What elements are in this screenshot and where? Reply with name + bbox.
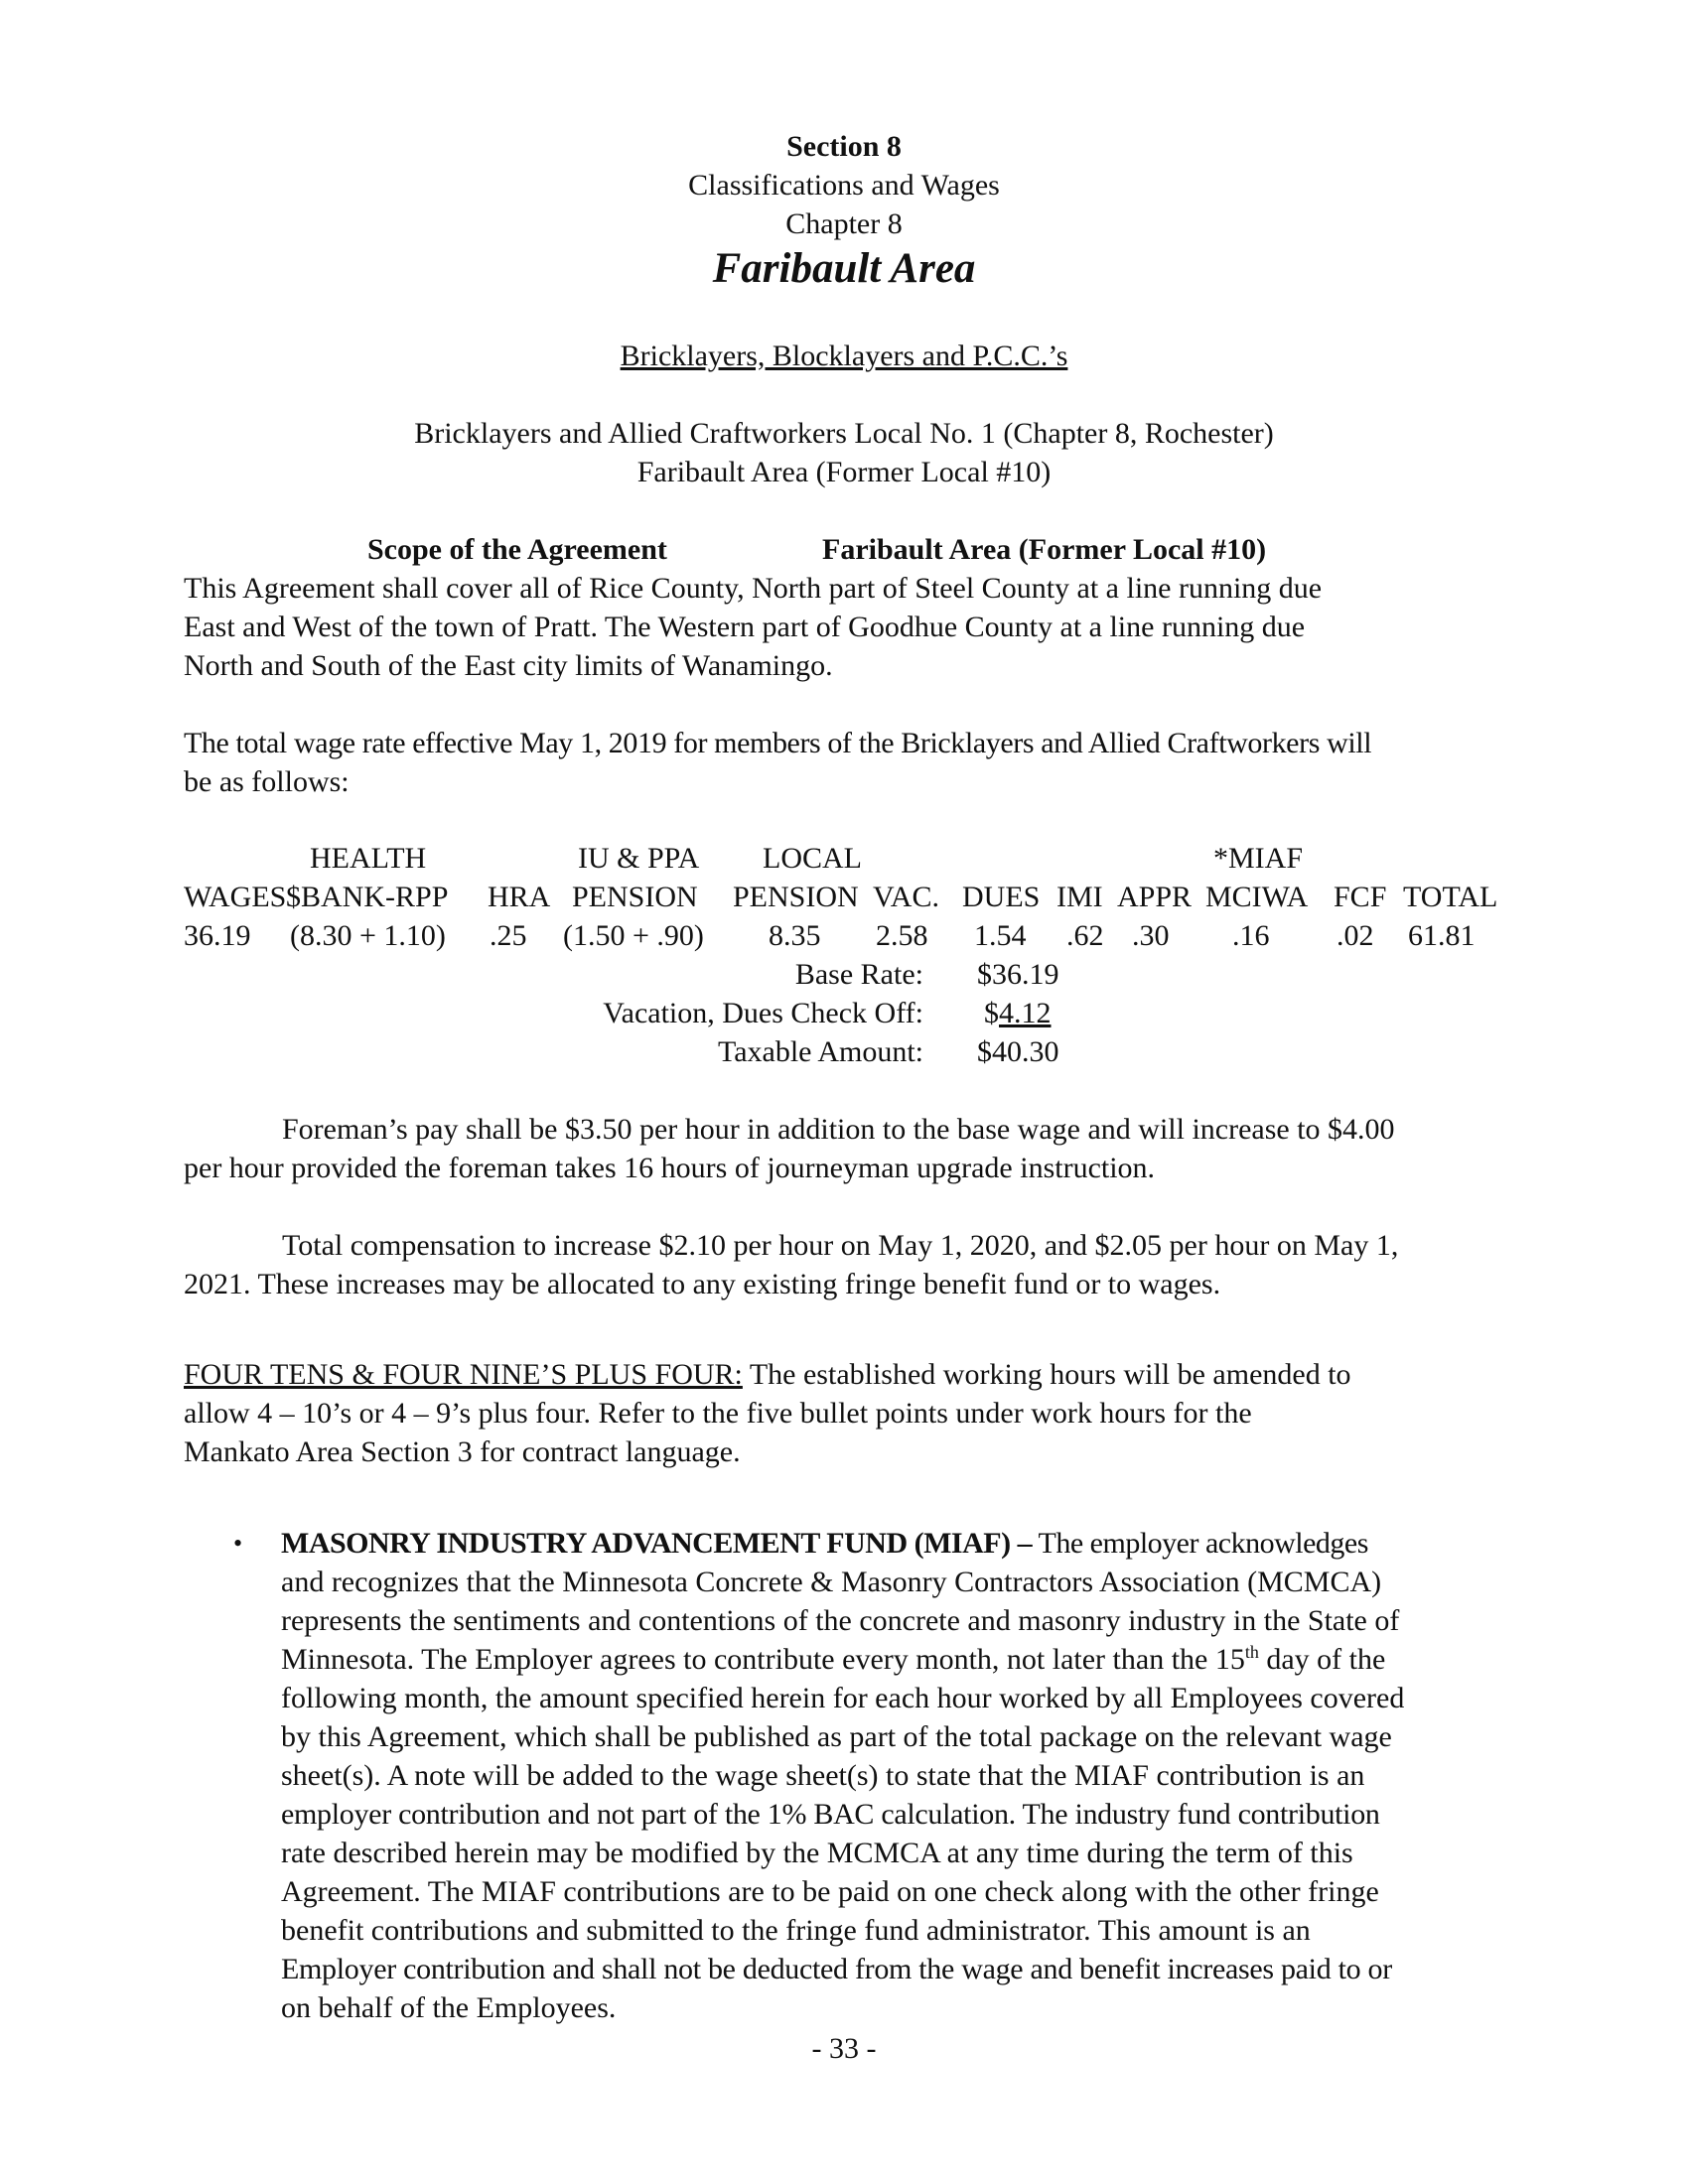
value-appr: .30	[1132, 919, 1170, 952]
miaf-line: benefit contributions and submitted to the fringe fund administrator. This amount is an	[281, 1914, 1311, 1947]
scope-line: East and West of the town of Pratt. The Western part of Goodhue County at a line running due	[184, 611, 1306, 643]
miaf-line: sheet(s). A note will be added to the wage sheet(s) to state that the MIAF contribution is an	[281, 1759, 1365, 1792]
chapter-label: Chapter 8	[785, 207, 903, 240]
taxable-amount-value: $40.30	[977, 1035, 1059, 1068]
value-health: (8.30 + 1.10)	[290, 919, 446, 952]
col-header-pension: PENSION	[572, 881, 698, 913]
miaf-line: by this Agreement, which shall be published as part of the total package on the relevant wage	[281, 1720, 1392, 1753]
miaf-text: day of the	[1258, 1643, 1386, 1676]
col-header-total: TOTAL	[1403, 881, 1498, 913]
vacation-dues-amount: 4.12	[999, 997, 1052, 1029]
four-tens-line: Mankato Area Section 3 for contract language.	[184, 1435, 741, 1468]
local-line-1: Bricklayers and Allied Craftworkers Local No. 1 (Chapter 8, Rochester)	[414, 417, 1274, 450]
col-header-vac: VAC.	[873, 881, 939, 913]
col-header-fcf: FCF	[1334, 881, 1387, 913]
local-line-2: Faribault Area (Former Local #10)	[636, 456, 1052, 488]
taxable-amount-label: Taxable Amount:	[717, 1035, 923, 1068]
scope-area: Faribault Area (Former Local #10)	[822, 533, 1267, 566]
value-total: 61.81	[1408, 919, 1476, 952]
col-header-hbank: $BANK-RPP	[286, 881, 449, 913]
craft-heading: Bricklayers, Blocklayers and P.C.C.’s	[620, 340, 1068, 372]
currency-symbol: $	[984, 997, 999, 1029]
section-subtitle: Classifications and Wages	[688, 169, 1000, 202]
col-header-local: LOCAL	[763, 842, 862, 875]
col-header-dues: DUES	[962, 881, 1041, 913]
col-header-appr: APPR	[1117, 881, 1193, 913]
miaf-line: following month, the amount specified herein for each hour worked by all Employees covered	[281, 1682, 1405, 1714]
value-vac: 2.58	[876, 919, 928, 952]
miaf-line	[281, 1640, 1385, 1679]
wage-intro-line: be as follows:	[184, 765, 350, 798]
miaf-line	[281, 1524, 1504, 1563]
col-header-health: HEALTH	[310, 842, 427, 875]
wage-intro-line: The total wage rate effective May 1, 2019 for members of the Bricklayers and Allied Craftworkers will	[184, 727, 1372, 759]
bullet-icon: •	[233, 1529, 243, 1558]
col-header-local-pension: PENSION	[733, 881, 859, 913]
foreman-line: per hour provided the foreman takes 16 hours of journeyman upgrade instruction.	[184, 1152, 1156, 1184]
col-header-iu-ppa: IU & PPA	[578, 842, 700, 875]
col-header-imi: IMI	[1056, 881, 1103, 913]
miaf-line: employer contribution and not part of the 1% BAC calculation. The industry fund contribution	[281, 1798, 1380, 1831]
increase-line: Total compensation to increase $2.10 per hour on May 1, 2020, and $2.05 per hour on May 1,	[282, 1229, 1399, 1262]
scope-line: North and South of the East city limits of Wanamingo.	[184, 649, 833, 682]
col-header-wages: WAGES	[184, 881, 287, 913]
section-number: Section 8	[786, 130, 902, 163]
page-title: Faribault Area	[712, 245, 976, 292]
col-header-miaf: *MIAF	[1213, 842, 1304, 875]
page-number: - 33 -	[811, 2032, 877, 2065]
miaf-text: Minnesota. The Employer agrees to contribute every month, not later than the 15	[281, 1643, 1245, 1676]
miaf-line: Employer contribution and shall not be deducted from the wage and benefit increases paid to or	[281, 1953, 1392, 1985]
col-header-hra: HRA	[488, 881, 551, 913]
vacation-dues-label: Vacation, Dues Check Off:	[603, 997, 923, 1029]
value-local-pension: 8.35	[769, 919, 821, 952]
value-mciwa: .16	[1232, 919, 1270, 952]
value-dues: 1.54	[974, 919, 1027, 952]
value-hra: .25	[490, 919, 527, 952]
miaf-line: represents the sentiments and contentions of the concrete and masonry industry in the State of	[281, 1604, 1400, 1637]
scope-label: Scope of the Agreement	[367, 533, 667, 566]
foreman-line: Foreman’s pay shall be $3.50 per hour in addition to the base wage and will increase to $4.00	[282, 1113, 1395, 1146]
miaf-line: Agreement. The MIAF contributions are to be paid on one check along with the other fringe	[281, 1875, 1379, 1908]
scope-line: This Agreement shall cover all of Rice County, North part of Steel County at a line running due	[184, 572, 1323, 605]
value-wages: 36.19	[184, 919, 251, 952]
miaf-text: The employer acknowledges	[1032, 1527, 1368, 1560]
miaf-label: MASONRY INDUSTRY ADVANCEMENT FUND (MIAF) –	[281, 1527, 1033, 1560]
four-tens-label: FOUR TENS & FOUR NINE’S PLUS FOUR:	[184, 1358, 743, 1391]
base-rate-value: $36.19	[977, 958, 1059, 991]
value-pension: (1.50 + .90)	[563, 919, 704, 952]
four-tens-text: The established working hours will be amended to	[742, 1358, 1351, 1391]
increase-line: 2021. These increases may be allocated to any existing fringe benefit fund or to wages.	[184, 1268, 1221, 1300]
vacation-dues-value	[984, 994, 1052, 1032]
ordinal-suffix: th	[1244, 1642, 1259, 1662]
base-rate-label: Base Rate:	[794, 958, 923, 991]
col-header-mciwa: MCIWA	[1205, 881, 1309, 913]
four-tens-line: allow 4 – 10’s or 4 – 9’s plus four. Refer to the five bullet points under work hours for the	[184, 1397, 1252, 1430]
miaf-line: rate described herein may be modified by the MCMCA at any time during the term of this	[281, 1837, 1353, 1869]
value-fcf: .02	[1336, 919, 1374, 952]
wage-table-header	[184, 878, 1504, 916]
miaf-line: and recognizes that the Minnesota Concrete & Masonry Contractors Association (MCMCA)	[281, 1566, 1382, 1598]
four-tens-line	[184, 1355, 1351, 1394]
value-imi: .62	[1066, 919, 1104, 952]
miaf-line: on behalf of the Employees.	[281, 1991, 617, 2024]
